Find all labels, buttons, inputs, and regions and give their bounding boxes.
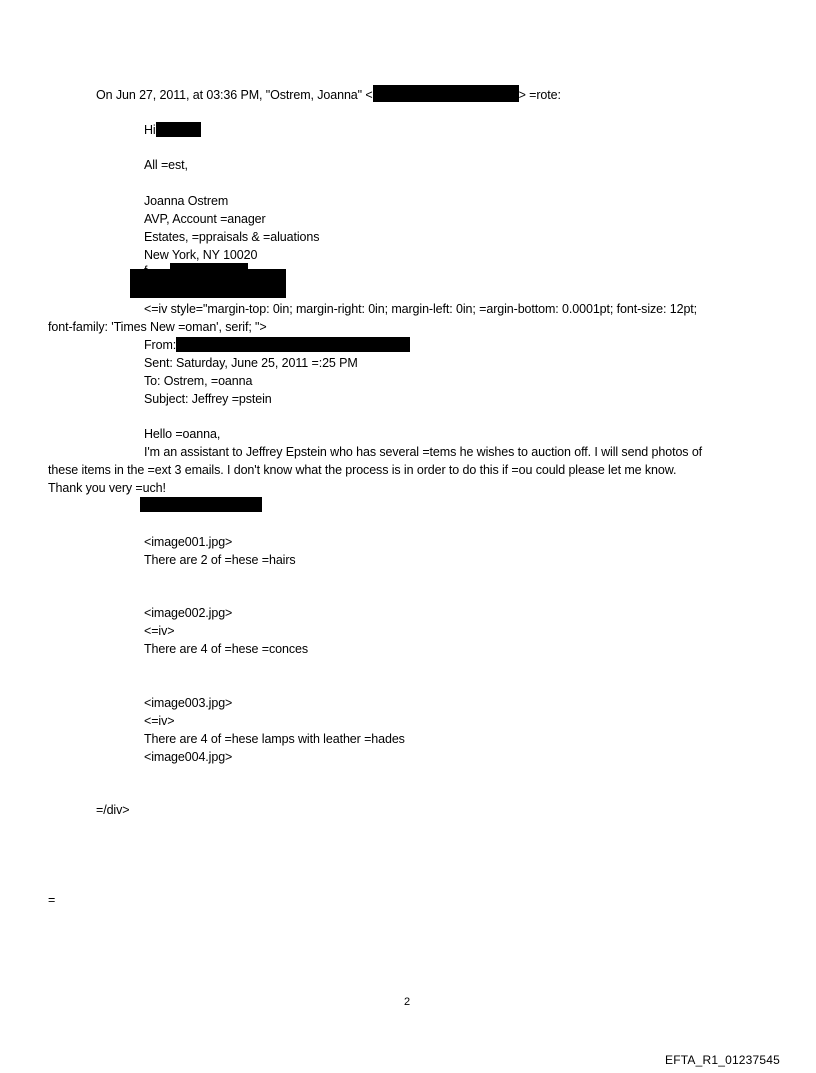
signature-department: Estates, =ppraisals & =aluations [144, 230, 320, 244]
attachment-file: <image002.jpg> [144, 606, 233, 620]
page-number: 2 [404, 996, 411, 1008]
redaction-box [130, 269, 286, 298]
signature-name: Joanna Ostrem [144, 194, 229, 208]
attachment-file: <image001.jpg> [144, 535, 233, 549]
attachment-div-tag: <=iv> [144, 624, 175, 638]
attachment-caption: There are 2 of =hese =hairs [144, 553, 296, 567]
attachment-div-tag: <=iv> [144, 714, 175, 728]
reply-header-prefix: On Jun 27, 2011, at 03:36 PM, "Ostrem, Joanna" < [96, 88, 373, 102]
attachment-file: <image004.jpg> [144, 750, 233, 764]
html-residue-line-1: <=iv style="margin-top: 0in; margin-right: 0in; margin-left: 0in; =argin-bottom: 0.0001pt; font-size: 12pt; [144, 302, 698, 316]
stray-character: = [48, 893, 56, 907]
reply-closing: All =est, [144, 158, 188, 172]
forwarded-sent: Sent: Saturday, June 25, 2011 =:25 PM [144, 356, 358, 370]
forwarded-subject: Subject: Jeffrey =pstein [144, 392, 272, 406]
forwarded-body-line-2: these items in the =ext 3 emails. I don't know what the process is in order to do this if =ou could please let me know. [48, 463, 677, 477]
signature-title: AVP, Account =anager [144, 212, 266, 226]
attachment-caption: There are 4 of =hese =conces [144, 642, 308, 656]
forwarded-to: To: Ostrem, =oanna [144, 374, 253, 388]
forwarded-from [144, 336, 410, 354]
reply-header-suffix: > =rote: [518, 88, 561, 102]
reply-greeting-text: Hi [144, 123, 156, 137]
forwarded-body-line-3: Thank you very =uch! [48, 481, 166, 495]
forwarded-from-label: From: [144, 338, 177, 352]
attachment-caption: There are 4 of =hese lamps with leather =hades [144, 732, 405, 746]
signature-location: New York, NY 10020 [144, 248, 258, 262]
forwarded-greeting: Hello =oanna, [144, 427, 221, 441]
redaction-box [176, 337, 410, 352]
reply-greeting [144, 121, 201, 139]
reply-header [96, 85, 561, 104]
redaction-box [140, 497, 262, 512]
redaction-box [156, 122, 201, 137]
forwarded-body-line-1: I'm an assistant to Jeffrey Epstein who has several =tems he wishes to auction off. I will send photos of [144, 445, 703, 459]
redaction-box [373, 85, 519, 102]
html-residue-line-2: font-family: 'Times New =oman', serif; "> [48, 320, 267, 334]
attachment-file: <image003.jpg> [144, 696, 233, 710]
document-id: EFTA_R1_01237545 [665, 1053, 781, 1067]
closing-div-tag: =/div> [96, 803, 130, 817]
